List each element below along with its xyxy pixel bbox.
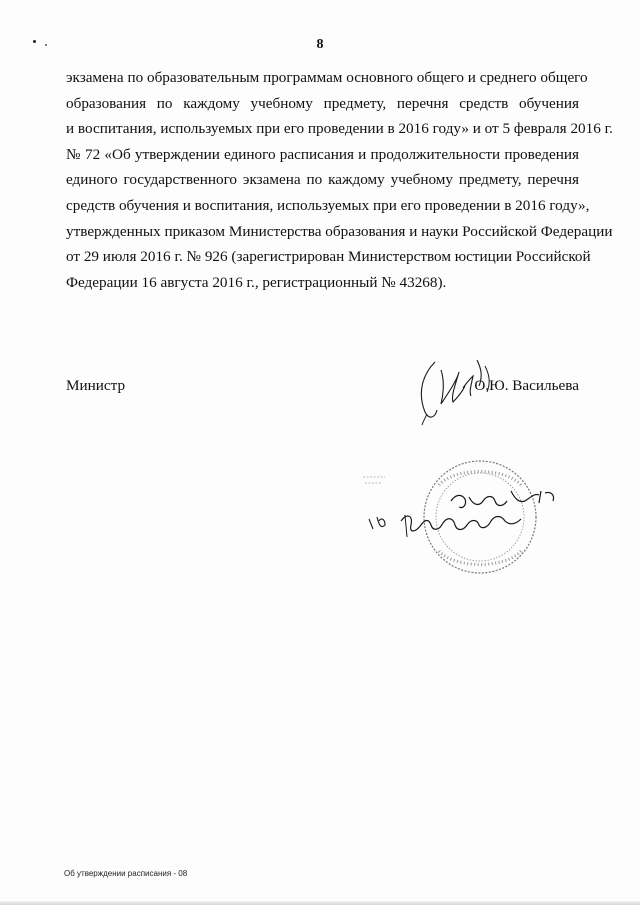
paragraph-line: и воспитания, используемых при его проведении в 2016 году» и от 5 февраля 2016 г. bbox=[66, 120, 613, 138]
body-paragraph bbox=[66, 65, 613, 295]
document-footer: Об утверждении расписания - 08 bbox=[64, 869, 188, 878]
paragraph-line: Федерации 16 августа 2016 г., регистрационный № 43268). bbox=[66, 273, 447, 291]
paragraph-line: № 72 «Об утверждении единого расписания и продолжительности проведения bbox=[66, 145, 579, 163]
paragraph-line: от 29 июля 2016 г. № 926 (зарегистрирован Министерством юстиции Российской bbox=[66, 248, 591, 266]
signer-name: О.Ю. Васильева bbox=[474, 377, 579, 394]
page-number: 8 bbox=[316, 37, 324, 52]
paragraph-line: экзамена по образовательным программам основного общего и среднего общего bbox=[66, 69, 588, 86]
paragraph-line: утвержденных приказом Министерства образования и науки Российской Федерации bbox=[66, 222, 613, 240]
official-stamp bbox=[355, 455, 570, 585]
page-edge bbox=[0, 901, 640, 905]
paragraph-line: образования по каждому учебному предмету, перечня средств обучения bbox=[66, 94, 579, 112]
paragraph-line: средств обучения и воспитания, используемых при его проведении в 2016 году», bbox=[66, 196, 590, 214]
handwritten-signature bbox=[405, 352, 500, 427]
signer-role: Министр bbox=[66, 377, 126, 394]
paragraph-line: единого государственного экзамена по каждому учебному предмету, перечня bbox=[66, 171, 579, 189]
